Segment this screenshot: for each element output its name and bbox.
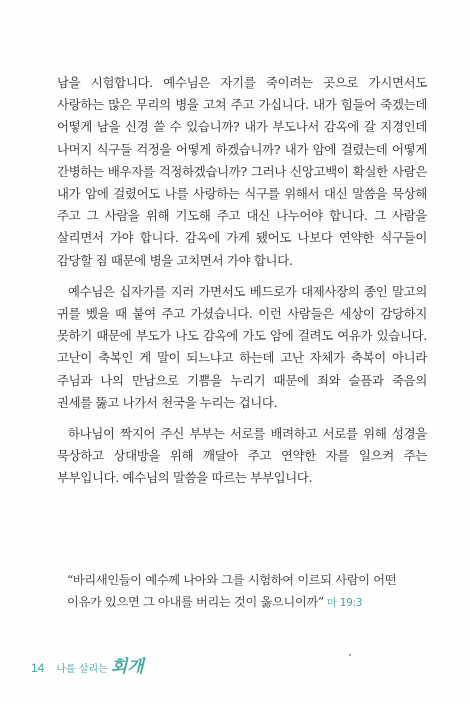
paragraph-1: 남을 시험합니다. 예수님은 자기를 죽이려는 곳으로 가시면서도 사랑하는 많은 무리의 병을 고쳐 주고 가십니다. 내가 힘들어 죽겠는데 어떻게 남을 신경 쓸 수 있습니까? 내가 부도나서 감옥에 갈 지경인데 나머지 식구들 걱정을 어떻게 하겠습니까? 내가 암에 걸렸는데 어떻게 간병하는 배우자를 걱정하겠습니까? 그러나 신앙고백이 확실한 사람은 내가 암에 걸렸어도 나를 사랑하는 식구를 위해서 대신 말씀을 묵상해 주고 그 사람을 위해 기도해 주고 대신 나누어야 합니다. 그 사람을 살리면서 가야 합니다. 감옥에 가게 됐어도 나보다 연약한 식구들이 감당할 짐 때문에 병을 고치면서 가야 합니다.	[57, 75, 427, 268]
scripture-quote	[67, 569, 419, 614]
print-speck	[349, 654, 351, 656]
book-subtitle: 나를 살리는	[56, 664, 108, 675]
quote-reference: 마 19:3	[326, 597, 363, 609]
quote-text: “바리새인들이 예수께 나아와 그를 시험하여 이르되 사람이 어떤 이유가 있으면 그 아내를 버리는 것이 옳으니이까”	[67, 573, 397, 609]
body-text	[57, 72, 427, 499]
paragraph-3: 하나님이 짝지어 주신 부부는 서로를 배려하고 서로를 위해 성경을 묵상하고 상대방을 위해 깨달아 주고 연약한 자를 일으켜 주는 부부입니다. 예수님의 말씀을 따르는 부부입니다.	[57, 426, 427, 486]
page-number: 14	[31, 661, 45, 675]
paragraph-2: 예수님은 십자가를 지러 가면서도 베드로가 대제사장의 종인 말고의 귀를 벴을 때 붙여 주고 가셨습니다. 이런 사람들은 세상이 감당하지 못하기 때문에 부도가 나도 감옥에 가도 암에 걸려도 여유가 있습니다. 고난이 축복인 게 말이 되느냐고 하는데 고난 자체가 축복이 아니라 주님과 나의 만남으로 기쁨을 누리기 때문에 죄와 슬픔과 죽음의 권세를 뚫고 나가서 천국을 누리는 겁니다.	[57, 283, 427, 410]
book-title: 회개	[110, 657, 144, 677]
page-footer	[31, 652, 144, 677]
